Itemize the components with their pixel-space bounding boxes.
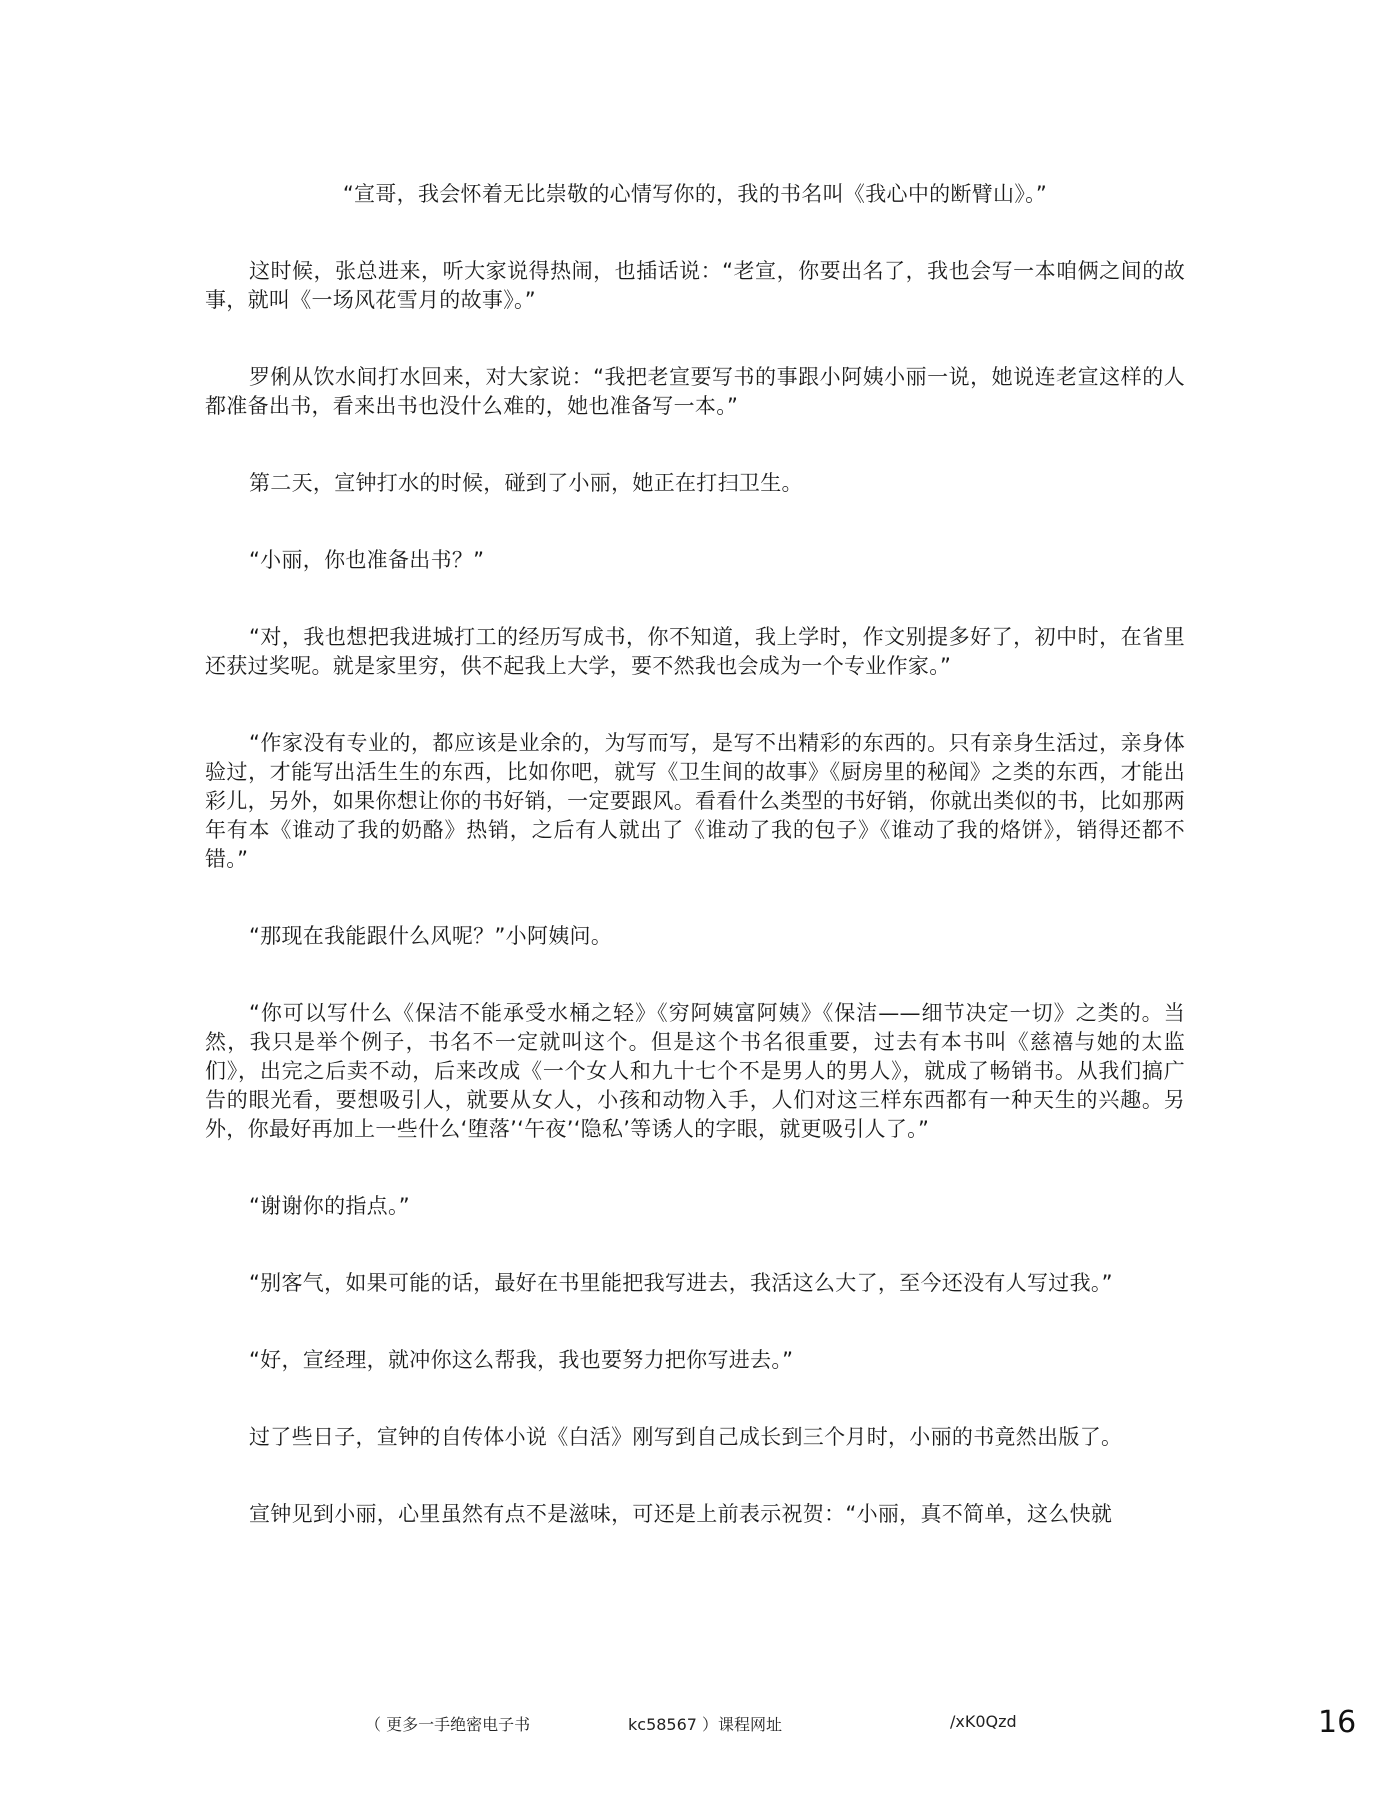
paragraph: 这时候，张总进来，听大家说得热闹，也插话说：“老宣，你要出名了，我也会写一本咱俩之间的故事，就叫《一场风花雪月的故事》。” — [205, 259, 1185, 312]
footer-middle-text: kc58567 ）课程网址 — [628, 1715, 783, 1734]
page-number: 16 — [1318, 1705, 1357, 1740]
paragraph: “宣哥，我会怀着无比崇敬的心情写你的，我的书名叫《我心中的断臂山》。” — [342, 182, 1048, 206]
paragraph: “好，宣经理，就冲你这么帮我，我也要努力把你写进去。” — [249, 1348, 794, 1372]
footer-left-text: （ 更多一手绝密电子书 — [365, 1715, 531, 1734]
paragraph: 宣钟见到小丽，心里虽然有点不是滋味，可还是上前表示祝贺：“小丽，真不简单，这么快就 — [249, 1502, 1113, 1526]
paragraph: “你可以写什么《保洁不能承受水桶之轻》《穷阿姨富阿姨》《保洁——细节决定一切》之类的。当然，我只是举个例子，书名不一定就叫这个。但是这个书名很重要，过去有本书叫《慈禧与她的太监们》，出完之后卖不动，后来改成《一个女人和九十七个不是男人的男人》，就成了畅销书。从我们搞广告的眼光看，要想吸引人，就要从女人，小孩和动物入手，人们对这三样东西都有一种天生的兴趣。另外，你最好再加上一些什么‘堕落’‘午夜’‘隐私’等诱人的字眼，就更吸引人了。” — [205, 1001, 1185, 1141]
paragraph: “谢谢你的指点。” — [249, 1194, 410, 1218]
paragraph: 过了些日子，宣钟的自传体小说《白活》刚写到自己成长到三个月时，小丽的书竟然出版了。 — [249, 1425, 1123, 1449]
paragraph: “那现在我能跟什么风呢？”小阿姨问。 — [249, 924, 613, 948]
footer-right-text: /xK0Qzd — [950, 1712, 1017, 1731]
page-footer — [0, 1712, 1391, 1742]
page-body — [205, 180, 1185, 1577]
paragraph: “别客气，如果可能的话，最好在书里能把我写进去，我活这么大了，至今还没有人写过我。” — [249, 1271, 1113, 1295]
paragraph: “对，我也想把我进城打工的经历写成书，你不知道，我上学时，作文别提多好了，初中时，在省里还获过奖呢。就是家里穷，供不起我上大学，要不然我也会成为一个专业作家。” — [205, 625, 1185, 678]
paragraph: 第二天，宣钟打水的时候，碰到了小丽，她正在打扫卫生。 — [249, 471, 803, 495]
paragraph: “小丽，你也准备出书？” — [249, 548, 485, 572]
paragraph: “作家没有专业的，都应该是业余的，为写而写，是写不出精彩的东西的。只有亲身生活过，亲身体验过，才能写出活生生的东西，比如你吧，就写《卫生间的故事》《厨房里的秘闻》之类的东西，才能出彩儿，另外，如果你想让你的书好销，一定要跟风。看看什么类型的书好销，你就出类似的书，比如那两年有本《谁动了我的奶酪》热销，之后有人就出了《谁动了我的包子》《谁动了我的烙饼》，销得还都不错。” — [205, 731, 1185, 871]
paragraph: 罗俐从饮水间打水回来，对大家说：“我把老宣要写书的事跟小阿姨小丽一说，她说连老宣这样的人都准备出书，看来出书也没什么难的，她也准备写一本。” — [205, 365, 1185, 418]
